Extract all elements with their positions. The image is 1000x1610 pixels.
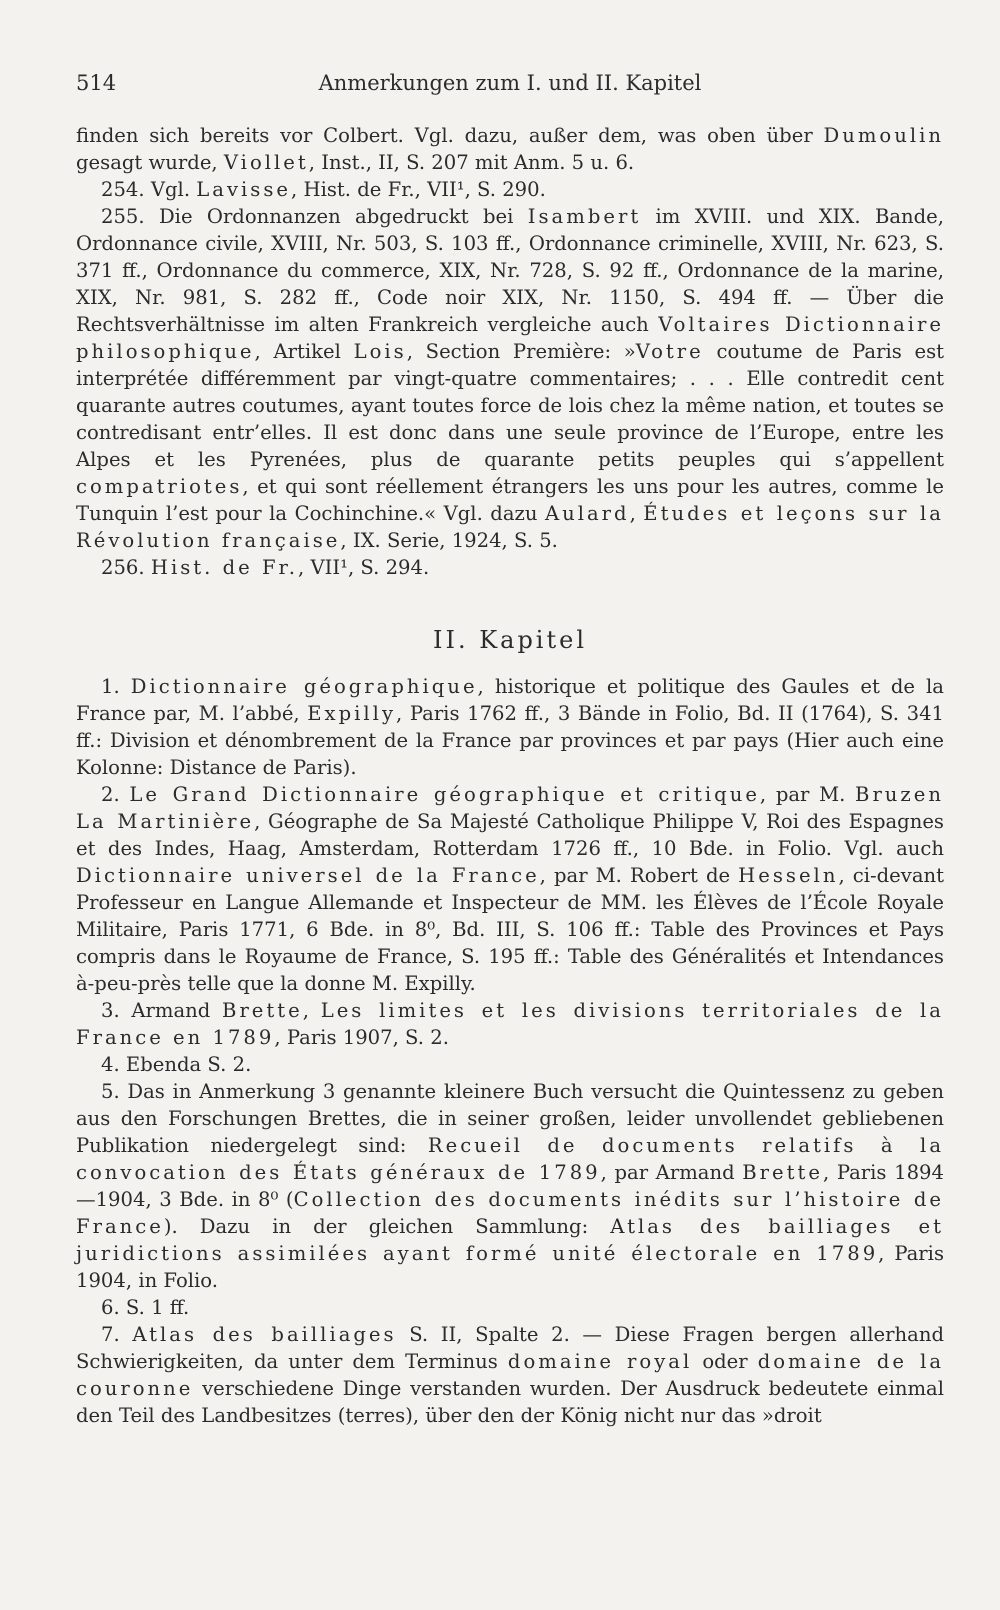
note-text: ). Dazu in der gleichen Sammlung: xyxy=(163,1215,611,1238)
note-text: 1. xyxy=(101,675,131,698)
page-number: 514 xyxy=(76,71,117,95)
note-255 xyxy=(76,203,944,554)
chapter-heading: II. Kapitel xyxy=(432,626,588,654)
spaced-text: Hist. de Fr. xyxy=(150,556,299,579)
note-text: , et qui sont réellement étrangers les uns pour les autres, comme le Tunquin l’est pour la Cochinchine.« Vgl. dazu xyxy=(76,475,944,525)
running-title: Anmerkungen zum I. und II. Kapitel xyxy=(318,71,702,95)
note-text: 2. xyxy=(101,783,130,806)
note-text: 256. xyxy=(101,556,151,579)
spaced-text: Brette xyxy=(742,1161,823,1184)
spaced-text: Viollet xyxy=(223,151,309,174)
running-head xyxy=(76,66,944,100)
spaced-text: domaine de la couronne xyxy=(76,1350,945,1400)
spaced-text: Voltaires Dictionnaire philosophique xyxy=(76,313,944,363)
note-text: , Paris 1762 ff., 3 Bände in Folio, Bd. II (1764), S. 341 ff.: Division et dénombrement de la France par provinces et par pays (Hier auch eine Kolonne: Distance de Paris). xyxy=(76,702,944,779)
spaced-text: Bruzen La Martinière xyxy=(76,783,944,833)
spaced-text: domaine royal xyxy=(507,1350,693,1373)
spaced-text: Votre xyxy=(635,340,704,363)
note-text: , Artikel xyxy=(254,340,354,363)
spaced-text: Lois xyxy=(353,340,407,363)
note-text: , Paris 1894—1904, 3 Bde. in 8⁰ ( xyxy=(76,1161,944,1211)
note-text: coutume de Paris est interprétée différemment par vingt-quatre commentaires; . . . Elle contredit cent quarante autres coutumes, ayant toutes force de lois chez la même nation, et toutes se contredisant entr’elles. Il est donc dans une seule province de l’Europe, entre les Alpes et les Pyrenées, plus de quarante petits peuples qui s’appellent xyxy=(76,340,945,471)
spaced-text: Expilly xyxy=(307,702,397,725)
note-text: 3. Armand xyxy=(101,999,223,1022)
note-256 xyxy=(76,554,944,581)
note-text: 5. Das in Anmerkung 3 genannte kleinere Buch versucht die Quintessenz zu geben aus den Forschungen Brettes, die in seiner großen, leider unvollendet gebliebenen Publikation niedergelegt sind: xyxy=(76,1080,944,1157)
note-text: , Paris 1904, in Folio. xyxy=(76,1242,944,1292)
book-page xyxy=(76,66,944,1429)
spaced-text: Le Grand Dictionnaire géographique et critique xyxy=(129,783,760,806)
note-text: 7. xyxy=(101,1323,133,1346)
note-text: im XVIII. und XIX. Bande, Ordonnance civile, XVIII, Nr. 503, S. 103 ff., Ordonnance criminelle, XVIII, Nr. 623, S. 371 ff., Ordonnance du commerce, XIX, Nr. 728, S. 92 ff., Ordonnance de la marine, XIX, Nr. 981, S. 282 ff., Code noir XIX, Nr. 1150, S. 494 ff. — Über die Rechtsverhältnisse im alten Frankreich vergleiche auch xyxy=(76,205,945,336)
note-text: , xyxy=(629,502,644,525)
note-text: , Paris 1907, S. 2. xyxy=(274,1026,449,1049)
note-6 xyxy=(76,1294,944,1321)
spaced-text: Dumoulin xyxy=(823,124,944,147)
note-text: , IX. Serie, 1924, S. 5. xyxy=(340,529,558,552)
note-3 xyxy=(76,997,944,1051)
note-text: S. II, Spalte 2. — Diese Fragen bergen allerhand Schwierigkeiten, da unter dem Terminus xyxy=(76,1323,944,1373)
spaced-text: Les limites et les divisions territoriales de la France en 1789 xyxy=(76,999,944,1049)
spaced-text: Lavisse xyxy=(196,178,292,201)
spaced-text: compatriotes xyxy=(76,475,243,498)
note-text: 6. S. 1 ff. xyxy=(101,1296,190,1319)
note-text: 255. Die Ordonnanzen abgedruckt bei xyxy=(101,205,528,228)
note-text: gesagt wurde, xyxy=(76,151,224,174)
note-text: 254. Vgl. xyxy=(101,178,197,201)
notes-chapter-1 xyxy=(76,122,944,581)
spaced-text: Études et leçons sur la Révolution française xyxy=(76,502,944,552)
note-7 xyxy=(76,1321,944,1429)
spaced-text: Atlas des bailliages et juridictions assimilées ayant formé unité électorale en 1789 xyxy=(76,1215,944,1265)
note-text: , xyxy=(302,999,321,1022)
note-continuation xyxy=(76,122,944,176)
note-5 xyxy=(76,1078,944,1294)
note-text: verschiedene Dinge verstanden wurden. Der Ausdruck bedeutete einmal den Teil des Landbesitzes (terres), über den der König nicht nur das »droit xyxy=(76,1377,944,1427)
note-text: finden sich bereits vor Colbert. Vgl. dazu, außer dem, was oben über xyxy=(76,124,824,147)
note-text: oder xyxy=(692,1350,758,1373)
note-text: , Géographe de Sa Majesté Catholique Philippe V, Roi des Espagnes et des Indes, Haag, Amsterdam, Rotterdam 1726 ff., 10 Bde. in Folio. Vgl. auch xyxy=(76,810,944,860)
note-text: , ci-devant Professeur en Langue Allemande et Inspecteur de MM. les Élèves de l’École Royale Militaire, Paris 1771, 6 Bde. in 8⁰, Bd. III, S. 106 ff.: Table des Provinces et Pays compris dans le Royaume de France, S. 195 ff.: Table des Généralités et Intendances à-peu-près telle que la donne M. Expilly. xyxy=(76,864,944,995)
note-text: , historique et politique des Gaules et de la France par, M. l’abbé, xyxy=(76,675,944,725)
note-text: , Inst., II, S. 207 mit Anm. 5 u. 6. xyxy=(308,151,635,174)
note-text: 4. Ebenda S. 2. xyxy=(101,1053,252,1076)
spaced-text: Dictionnaire géographique xyxy=(130,675,478,698)
note-4 xyxy=(76,1051,944,1078)
note-2 xyxy=(76,781,944,997)
spaced-text: Brette xyxy=(222,999,303,1022)
notes-chapter-2 xyxy=(76,673,944,1429)
note-text: , Section Première: » xyxy=(406,340,636,363)
spaced-text: Isambert xyxy=(527,205,642,228)
note-1 xyxy=(76,673,944,781)
spaced-text: Hesseln xyxy=(738,864,839,887)
note-text: , Hist. de Fr., VII¹, S. 290. xyxy=(291,178,546,201)
note-text: , VII¹, S. 294. xyxy=(298,556,430,579)
spaced-text: Dictionnaire universel de la France xyxy=(76,864,540,887)
note-text: , par Armand xyxy=(600,1161,743,1184)
note-text: , par M. Robert de xyxy=(539,864,739,887)
page-body xyxy=(76,122,944,1429)
spaced-text: Recueil de documents relatifs à la convocation des États généraux de 1789 xyxy=(76,1134,944,1184)
note-text: , par M. xyxy=(759,783,856,806)
spaced-text: Aulard xyxy=(544,502,630,525)
note-254 xyxy=(76,176,944,203)
spaced-text: Collection des documents inédits sur l’histoire de France xyxy=(76,1188,944,1238)
spaced-text: Atlas des bailliages xyxy=(132,1323,397,1346)
